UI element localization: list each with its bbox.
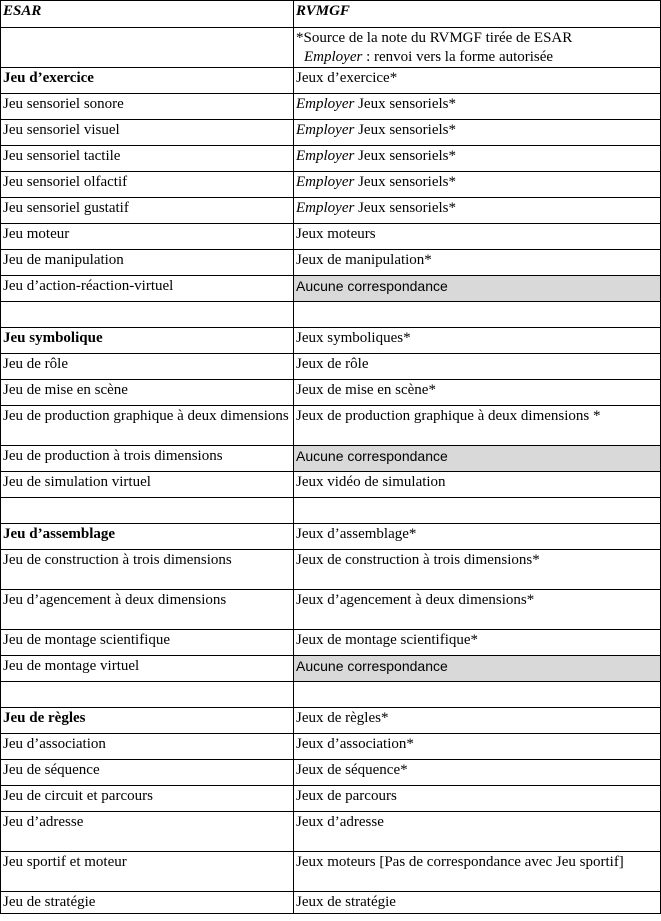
table-row: [1, 812, 661, 852]
esar-cell: Jeu de rôle: [1, 354, 294, 380]
esar-cell: [1, 682, 294, 708]
table-row: [1, 146, 661, 172]
rvmgf-cell: Jeux moteurs [Pas de correspondance avec Jeu sportif]: [294, 852, 661, 892]
note-row: [1, 28, 661, 68]
rvmgf-cell: Jeux de montage scientifique*: [294, 630, 661, 656]
employer-word: Employer: [296, 174, 355, 190]
table-row: [1, 172, 661, 198]
table-row: [1, 760, 661, 786]
rvmgf-cell: Jeux symboliques*: [294, 328, 661, 354]
table-row: [1, 550, 661, 590]
rvmgf-text: Jeux sensoriels*: [354, 122, 456, 138]
rvmgf-cell: Jeux de construction à trois dimensions*: [294, 550, 661, 590]
table-row: [1, 354, 661, 380]
rvmgf-cell: [294, 498, 661, 524]
rvmgf-cell: Jeux d’association*: [294, 734, 661, 760]
rvmgf-cell: [294, 302, 661, 328]
rvmgf-cell: Jeux d’agencement à deux dimensions*: [294, 590, 661, 630]
esar-cell: Jeu moteur: [1, 224, 294, 250]
rvmgf-cell: Jeux de règles*: [294, 708, 661, 734]
esar-cell: Jeu sensoriel visuel: [1, 120, 294, 146]
table-row: [1, 708, 661, 734]
esar-cell: Jeu de simulation virtuel: [1, 472, 294, 498]
rvmgf-cell: Jeux d’exercice*: [294, 68, 661, 94]
rvmgf-cell: Jeux moteurs: [294, 224, 661, 250]
spacer-row: [1, 302, 661, 328]
esar-cell: Jeu de montage virtuel: [1, 656, 294, 682]
esar-cell: [1, 302, 294, 328]
table-row: [1, 630, 661, 656]
rvmgf-cell: Jeux d’assemblage*: [294, 524, 661, 550]
esar-cell: Jeu d’action-réaction-virtuel: [1, 276, 294, 302]
table-row: [1, 590, 661, 630]
employer-word: Employer: [296, 122, 355, 138]
rvmgf-text: Jeux sensoriels*: [354, 174, 456, 190]
esar-cell: Jeu sensoriel gustatif: [1, 198, 294, 224]
note-cell: [294, 28, 661, 68]
note-employer-word: Employer: [304, 49, 363, 65]
table-row: [1, 656, 661, 682]
rvmgf-cell: [294, 94, 661, 120]
table-row: [1, 786, 661, 812]
esar-cell: Jeu de stratégie: [1, 892, 294, 914]
spacer-row: [1, 682, 661, 708]
table-row: [1, 198, 661, 224]
rvmgf-cell: Jeux de séquence*: [294, 760, 661, 786]
rvmgf-cell: Jeux de parcours: [294, 786, 661, 812]
rvmgf-cell: [294, 120, 661, 146]
esar-cell: Jeu sportif et moteur: [1, 852, 294, 892]
table-row: [1, 380, 661, 406]
rvmgf-cell: [294, 146, 661, 172]
header-rvmgf: RVMGF: [294, 1, 661, 28]
rvmgf-cell: Jeux d’adresse: [294, 812, 661, 852]
spacer-row: [1, 498, 661, 524]
esar-cell: Jeu d’adresse: [1, 812, 294, 852]
esar-cell: Jeu sensoriel olfactif: [1, 172, 294, 198]
esar-cell: [1, 498, 294, 524]
employer-word: Employer: [296, 96, 355, 112]
table-row: [1, 120, 661, 146]
note-line-1: *Source de la note du RVMGF tirée de ESAR: [296, 30, 573, 46]
category-heading: Jeu de règles: [1, 708, 294, 734]
rvmgf-cell: Jeux de stratégie: [294, 892, 661, 914]
esar-cell: Jeu de production à trois dimensions: [1, 446, 294, 472]
table-row: [1, 406, 661, 446]
esar-cell: Jeu de circuit et parcours: [1, 786, 294, 812]
table-row: [1, 524, 661, 550]
esar-cell: Jeu d’association: [1, 734, 294, 760]
table-row: [1, 892, 661, 914]
no-match-cell: Aucune correspondance: [294, 656, 661, 682]
table-row: [1, 328, 661, 354]
esar-cell: Jeu de mise en scène: [1, 380, 294, 406]
table-row: [1, 250, 661, 276]
esar-cell: Jeu de construction à trois dimensions: [1, 550, 294, 590]
employer-word: Employer: [296, 148, 355, 164]
table-row: [1, 446, 661, 472]
rvmgf-cell: Jeux de mise en scène*: [294, 380, 661, 406]
esar-cell: Jeu de production graphique à deux dimensions: [1, 406, 294, 446]
table-row: [1, 852, 661, 892]
header-row: [1, 1, 661, 28]
table-row: [1, 276, 661, 302]
esar-cell: Jeu de séquence: [1, 760, 294, 786]
note-line-2-text: : renvoi vers la forme autorisée: [362, 49, 554, 65]
rvmgf-cell: [294, 172, 661, 198]
table-row: [1, 94, 661, 120]
category-heading: Jeu d’assemblage: [1, 524, 294, 550]
category-heading: Jeu d’exercice: [1, 68, 294, 94]
rvmgf-cell: Jeux de production graphique à deux dimensions *: [294, 406, 661, 446]
header-esar: ESAR: [1, 1, 294, 28]
no-match-cell: Aucune correspondance: [294, 446, 661, 472]
rvmgf-cell: [294, 198, 661, 224]
rvmgf-cell: Jeux de rôle: [294, 354, 661, 380]
rvmgf-cell: Jeux de manipulation*: [294, 250, 661, 276]
esar-cell: Jeu sensoriel tactile: [1, 146, 294, 172]
esar-cell: Jeu sensoriel sonore: [1, 94, 294, 120]
table-row: [1, 68, 661, 94]
esar-cell: Jeu de manipulation: [1, 250, 294, 276]
table-row: [1, 224, 661, 250]
rvmgf-text: Jeux sensoriels*: [354, 200, 456, 216]
no-match-cell: Aucune correspondance: [294, 276, 661, 302]
note-empty-cell: [1, 28, 294, 68]
table-row: [1, 472, 661, 498]
rvmgf-cell: Jeux vidéo de simulation: [294, 472, 661, 498]
esar-cell: Jeu d’agencement à deux dimensions: [1, 590, 294, 630]
employer-word: Employer: [296, 200, 355, 216]
rvmgf-text: Jeux sensoriels*: [354, 96, 456, 112]
esar-cell: Jeu de montage scientifique: [1, 630, 294, 656]
table-row: [1, 734, 661, 760]
rvmgf-text: Jeux sensoriels*: [354, 148, 456, 164]
rvmgf-cell: [294, 682, 661, 708]
note-line-2: [296, 48, 658, 67]
category-heading: Jeu symbolique: [1, 328, 294, 354]
